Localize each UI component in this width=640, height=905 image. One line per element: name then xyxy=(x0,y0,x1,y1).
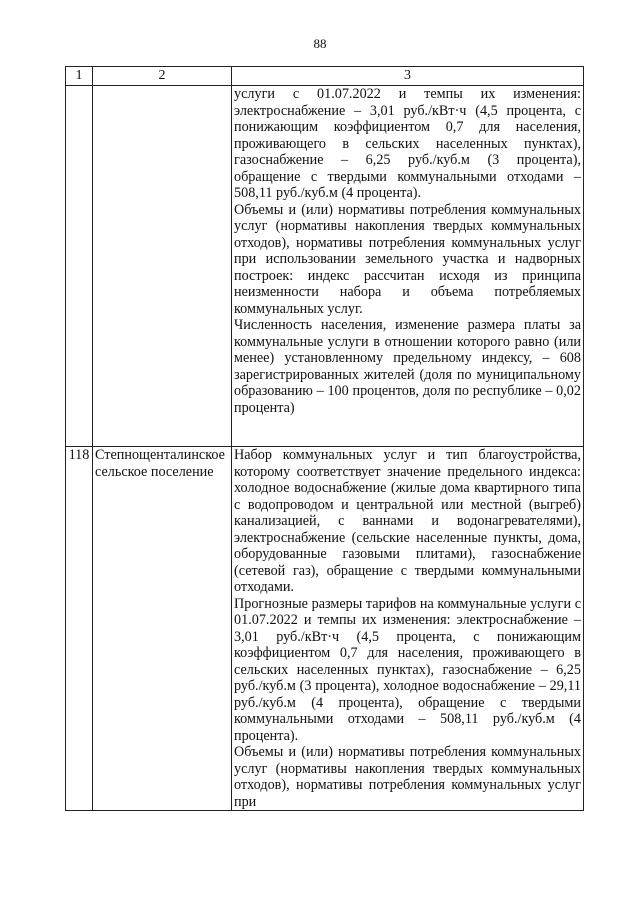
column-header-1: 1 xyxy=(66,67,93,86)
description-cell xyxy=(232,86,584,447)
column-header-3: 3 xyxy=(232,67,584,86)
settlement-name xyxy=(93,86,232,447)
column-header-2: 2 xyxy=(93,67,232,86)
description-paragraph: Прогнозные размеры тарифов на коммунальные услуги с 01.07.2022 и темпы их изменения: электроснабжение – 3,01 руб./кВт·ч (4,5 процента, с понижающим коэффициентом 0,7 для населения, проживающего в сельских населенных пунктах), газоснабжение – 6,25 руб./куб.м (3 процента), холодное водоснабжение – 29,11 руб./куб.м (4 процента), обращение с твердыми коммунальными отходами – 508,11 руб./куб.м (4 процента). xyxy=(234,595,581,744)
description-paragraph: Численность населения, изменение размера платы за коммунальные услуги в отношении которого равно (или менее) установленному предельному индексу, – 608 зарегистрированных жителей (доля по муниципальному образованию – 100 процентов, доля по республике – 0,02 процента) xyxy=(234,317,581,416)
description-cell xyxy=(232,447,584,811)
description-paragraph: Объемы и (или) нормативы потребления коммунальных услуг (нормативы накопления твердых коммунальных отходов), нормативы потребления коммунальных услуг при xyxy=(234,744,581,810)
table-header-row xyxy=(66,67,584,86)
page-number: 88 xyxy=(313,36,327,51)
description-paragraph: Набор коммунальных услуг и тип благоустройства, которому соответствует значение предельного индекса: холодное водоснабжение (жилые дома квартирного типа с водопроводом и центральной или местной (выгреб) канализацией, с ваннами и водонагревателями), электроснабжение (сельские населенные пункты, дома, оборудованные газовыми плитами), газоснабжение (сетевой газ), обращение с твердыми коммунальными отходами. xyxy=(234,447,581,595)
tariff-table xyxy=(65,66,584,811)
table-row xyxy=(66,86,584,447)
settlement-name: Степнощенталинское сельское поселение xyxy=(93,447,232,811)
description-paragraph: услуги с 01.07.2022 и темпы их изменения: электроснабжение – 3,01 руб./кВт·ч (4,5 процента, с понижающим коэффициентом 0,7 для населения, проживающего в сельских населенных пунктах), газоснабжение – 6,25 руб./куб.м (3 процента), обращение с твердыми коммунальными отходами – 508,11 руб./куб.м (4 процента). xyxy=(234,86,581,201)
row-number xyxy=(66,86,93,447)
row-number: 118 xyxy=(66,447,93,811)
description-paragraph: Объемы и (или) нормативы потребления коммунальных услуг (нормативы накопления твердых коммунальных отходов), нормативы потребления коммунальных услуг при использовании земельного участка и надворных построек: индекс рассчитан исходя из принципа неизменности набора и объема потребляемых коммунальных услуг. xyxy=(234,201,581,317)
table-row xyxy=(66,447,584,811)
